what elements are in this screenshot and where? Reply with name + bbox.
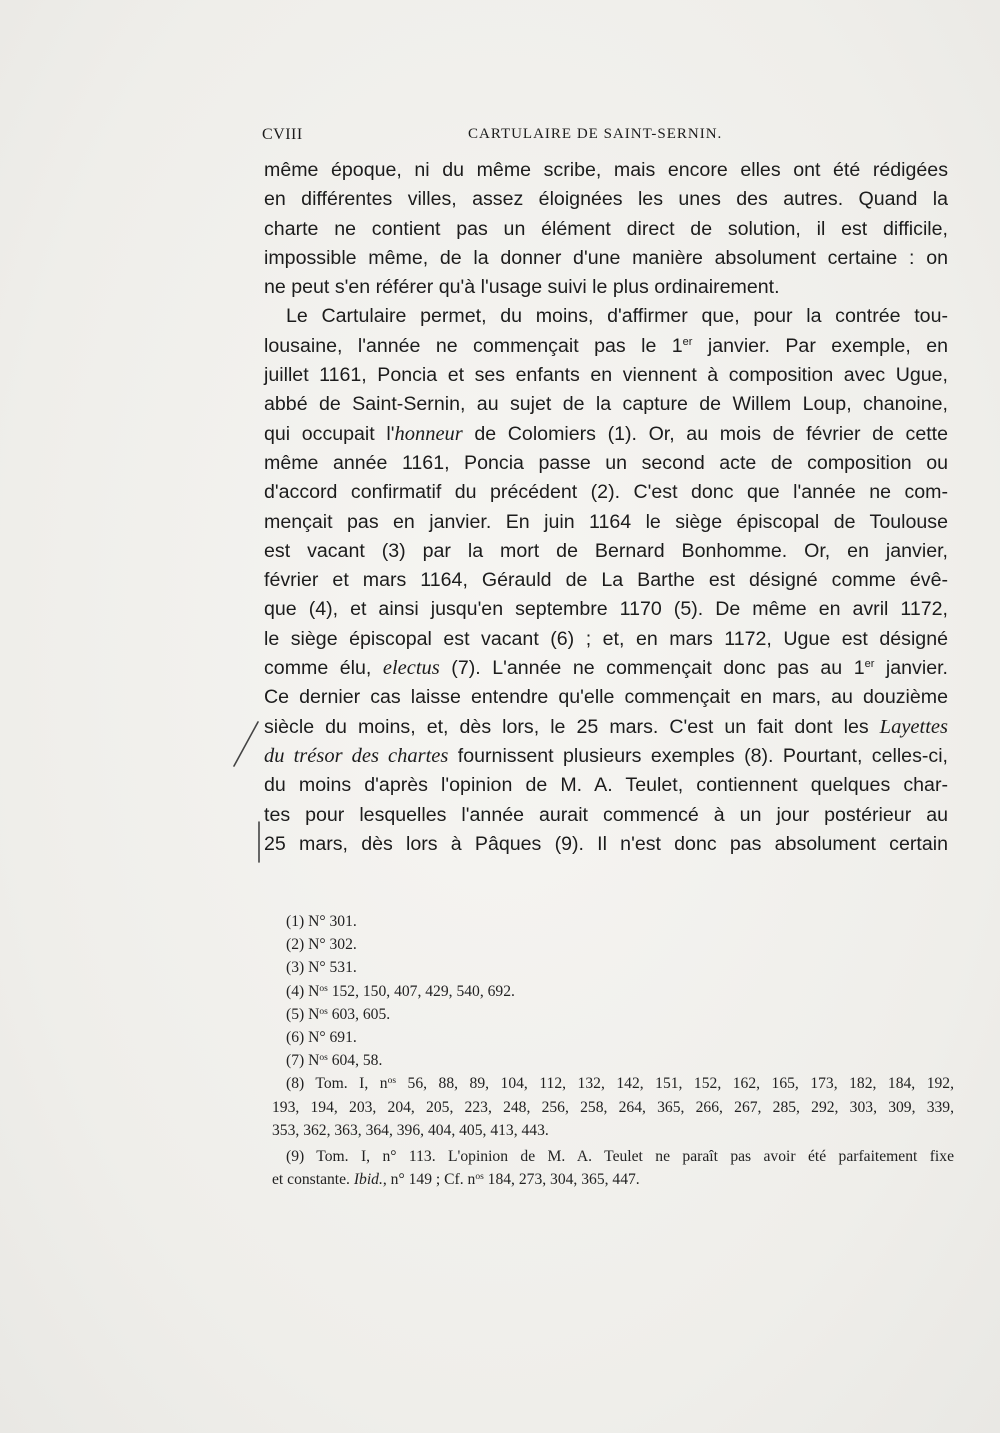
footnote	[286, 980, 954, 1003]
footnote: (2) N° 302.	[286, 936, 357, 954]
footnote: (9) Tom. I, n° 113. L'opinion de M. A. Teulet ne paraît pas avoir été parfaitement fixe	[286, 1147, 954, 1165]
text-segment: siècle du moins, et, dès lors, le 25 mars. C'est un fait dont les	[264, 715, 880, 738]
text-line: même année 1161, Poncia passe un second acte de composition ou	[264, 451, 948, 474]
footnote-continuation: 193, 194, 203, 204, 205, 223, 248, 256, 258, 264, 365, 266, 267, 285, 292, 303, 309, 339,	[272, 1098, 954, 1116]
text-segment: comme élu,	[264, 657, 383, 680]
pencil-slash-mark	[234, 722, 258, 766]
running-title: CARTULAIRE DE SAINT-SERNIN.	[468, 126, 723, 142]
text-line: du moins d'après l'opinion de M. A. Teulet, contiennent quelques char-	[264, 774, 948, 797]
italic-term: honneur	[394, 422, 463, 445]
text-segment: qui occupait l'	[264, 422, 395, 445]
text-line: Le Cartulaire permet, du moins, d'affirmer que, pour la contrée tou-	[286, 305, 948, 328]
text-line: impossible même, de la donner d'une manière absolument certaine : on	[264, 246, 948, 269]
superscript: er	[682, 335, 693, 348]
footnote-continuation	[272, 1168, 954, 1191]
footnote: (3) N° 531.	[286, 959, 357, 977]
italic-term: electus	[382, 657, 440, 680]
superscript: os	[319, 1053, 328, 1064]
text-segment: fournissent plusieurs exemples (8). Pourtant, celles-ci,	[448, 744, 948, 767]
text-segment: janvier. Par exemple, en	[692, 334, 948, 357]
footnotes	[272, 910, 955, 1191]
superscript: os	[319, 983, 328, 994]
text-line: abbé de Saint-Sernin, au sujet de la capture de Willem Loup, chanoine,	[264, 393, 948, 416]
footnote-segment: 152, 150, 407, 429, 540, 692.	[327, 982, 515, 1000]
footnote-segment: (8) Tom. I, n	[286, 1075, 388, 1093]
footnote-segment: 184, 273, 304, 365, 447.	[483, 1171, 640, 1189]
body-text	[264, 156, 948, 859]
text-segment: de Colomiers (1). Or, au mois de février de cette	[462, 422, 949, 445]
text-line: en différentes villes, assez éloignées les unes des autres. Quand la	[264, 188, 948, 211]
text-line	[264, 654, 948, 683]
running-head	[262, 126, 952, 148]
text-line: mençait pas en janvier. En juin 1164 le siège épiscopal de Toulouse	[264, 510, 948, 533]
footnote: (1) N° 301.	[286, 913, 357, 930]
text-line: le siège épiscopal est vacant (6) ; et, en mars 1172, Ugue est désigné	[264, 627, 948, 650]
text-segment: janvier.	[874, 657, 948, 680]
page-number: CVIII	[262, 126, 303, 143]
footnote	[286, 1003, 954, 1026]
text-line: d'accord confirmatif du précédent (2). C'est donc que l'année ne com-	[264, 481, 948, 504]
superscript: os	[387, 1076, 397, 1087]
footnote: (6) N° 691.	[286, 1028, 357, 1046]
superscript: os	[475, 1172, 484, 1183]
text-line: est vacant (3) par la mort de Bernard Bonhomme. Or, en janvier,	[264, 539, 948, 562]
footnote-segment: et constante.	[272, 1171, 354, 1189]
footnote-segment: (5) N	[286, 1005, 320, 1023]
footnote-segment: (7) N	[286, 1052, 320, 1070]
text-line	[264, 332, 948, 361]
italic-term: Layettes	[879, 715, 948, 738]
footnote-segment: 56, 88, 89, 104, 112, 132, 142, 151, 152, 162, 165, 173, 182, 184, 192,	[396, 1075, 955, 1093]
handwritten-margin-mark	[228, 712, 268, 872]
footnote	[286, 1049, 954, 1072]
text-segment: (7). L'année ne commençait donc pas au 1	[439, 657, 865, 680]
text-line: 25 mars, dès lors à Pâques (9). Il n'est donc pas absolument certain	[264, 832, 948, 855]
superscript: er	[864, 658, 875, 671]
text-line: tes pour lesquelles l'année aurait commencé à un jour postérieur au	[264, 803, 948, 826]
text-line: même époque, ni du même scribe, mais encore elles ont été rédigées	[264, 159, 948, 181]
footnote-segment: (4) N	[286, 982, 320, 1000]
text-segment: lousaine, l'année ne commençait pas le 1	[264, 334, 683, 357]
text-line: juillet 1161, Poncia et ses enfants en viennent à composition avec Ugue,	[264, 364, 948, 387]
footnote-continuation: 353, 362, 363, 364, 396, 404, 405, 413, 443.	[272, 1121, 549, 1139]
italic-term: du trésor des chartes	[264, 744, 449, 767]
footnote-segment: 604, 58.	[327, 1052, 383, 1070]
italic-term: Ibid.	[353, 1171, 383, 1189]
text-line: que (4), et ainsi jusqu'en septembre 1170 (5). De même en avril 1172,	[264, 598, 948, 621]
footnote-segment: 603, 605.	[327, 1005, 391, 1023]
footnote-segment: , n° 149 ; Cf. n	[382, 1171, 476, 1189]
text-line: février et mars 1164, Gérauld de La Barthe est désigné comme évê-	[264, 569, 948, 592]
superscript: os	[319, 1006, 328, 1017]
text-line: Ce dernier cas laisse entendre qu'elle commençait en mars, au douzième	[264, 686, 948, 709]
text-line	[264, 742, 948, 771]
footnote	[286, 1072, 954, 1095]
text-line	[264, 713, 948, 742]
text-line	[264, 420, 948, 449]
text-line: charte ne contient pas un élément direct de solution, il est difficile,	[264, 217, 948, 240]
text-line: ne peut s'en référer qu'à l'usage suivi le plus ordinairement.	[264, 276, 780, 299]
